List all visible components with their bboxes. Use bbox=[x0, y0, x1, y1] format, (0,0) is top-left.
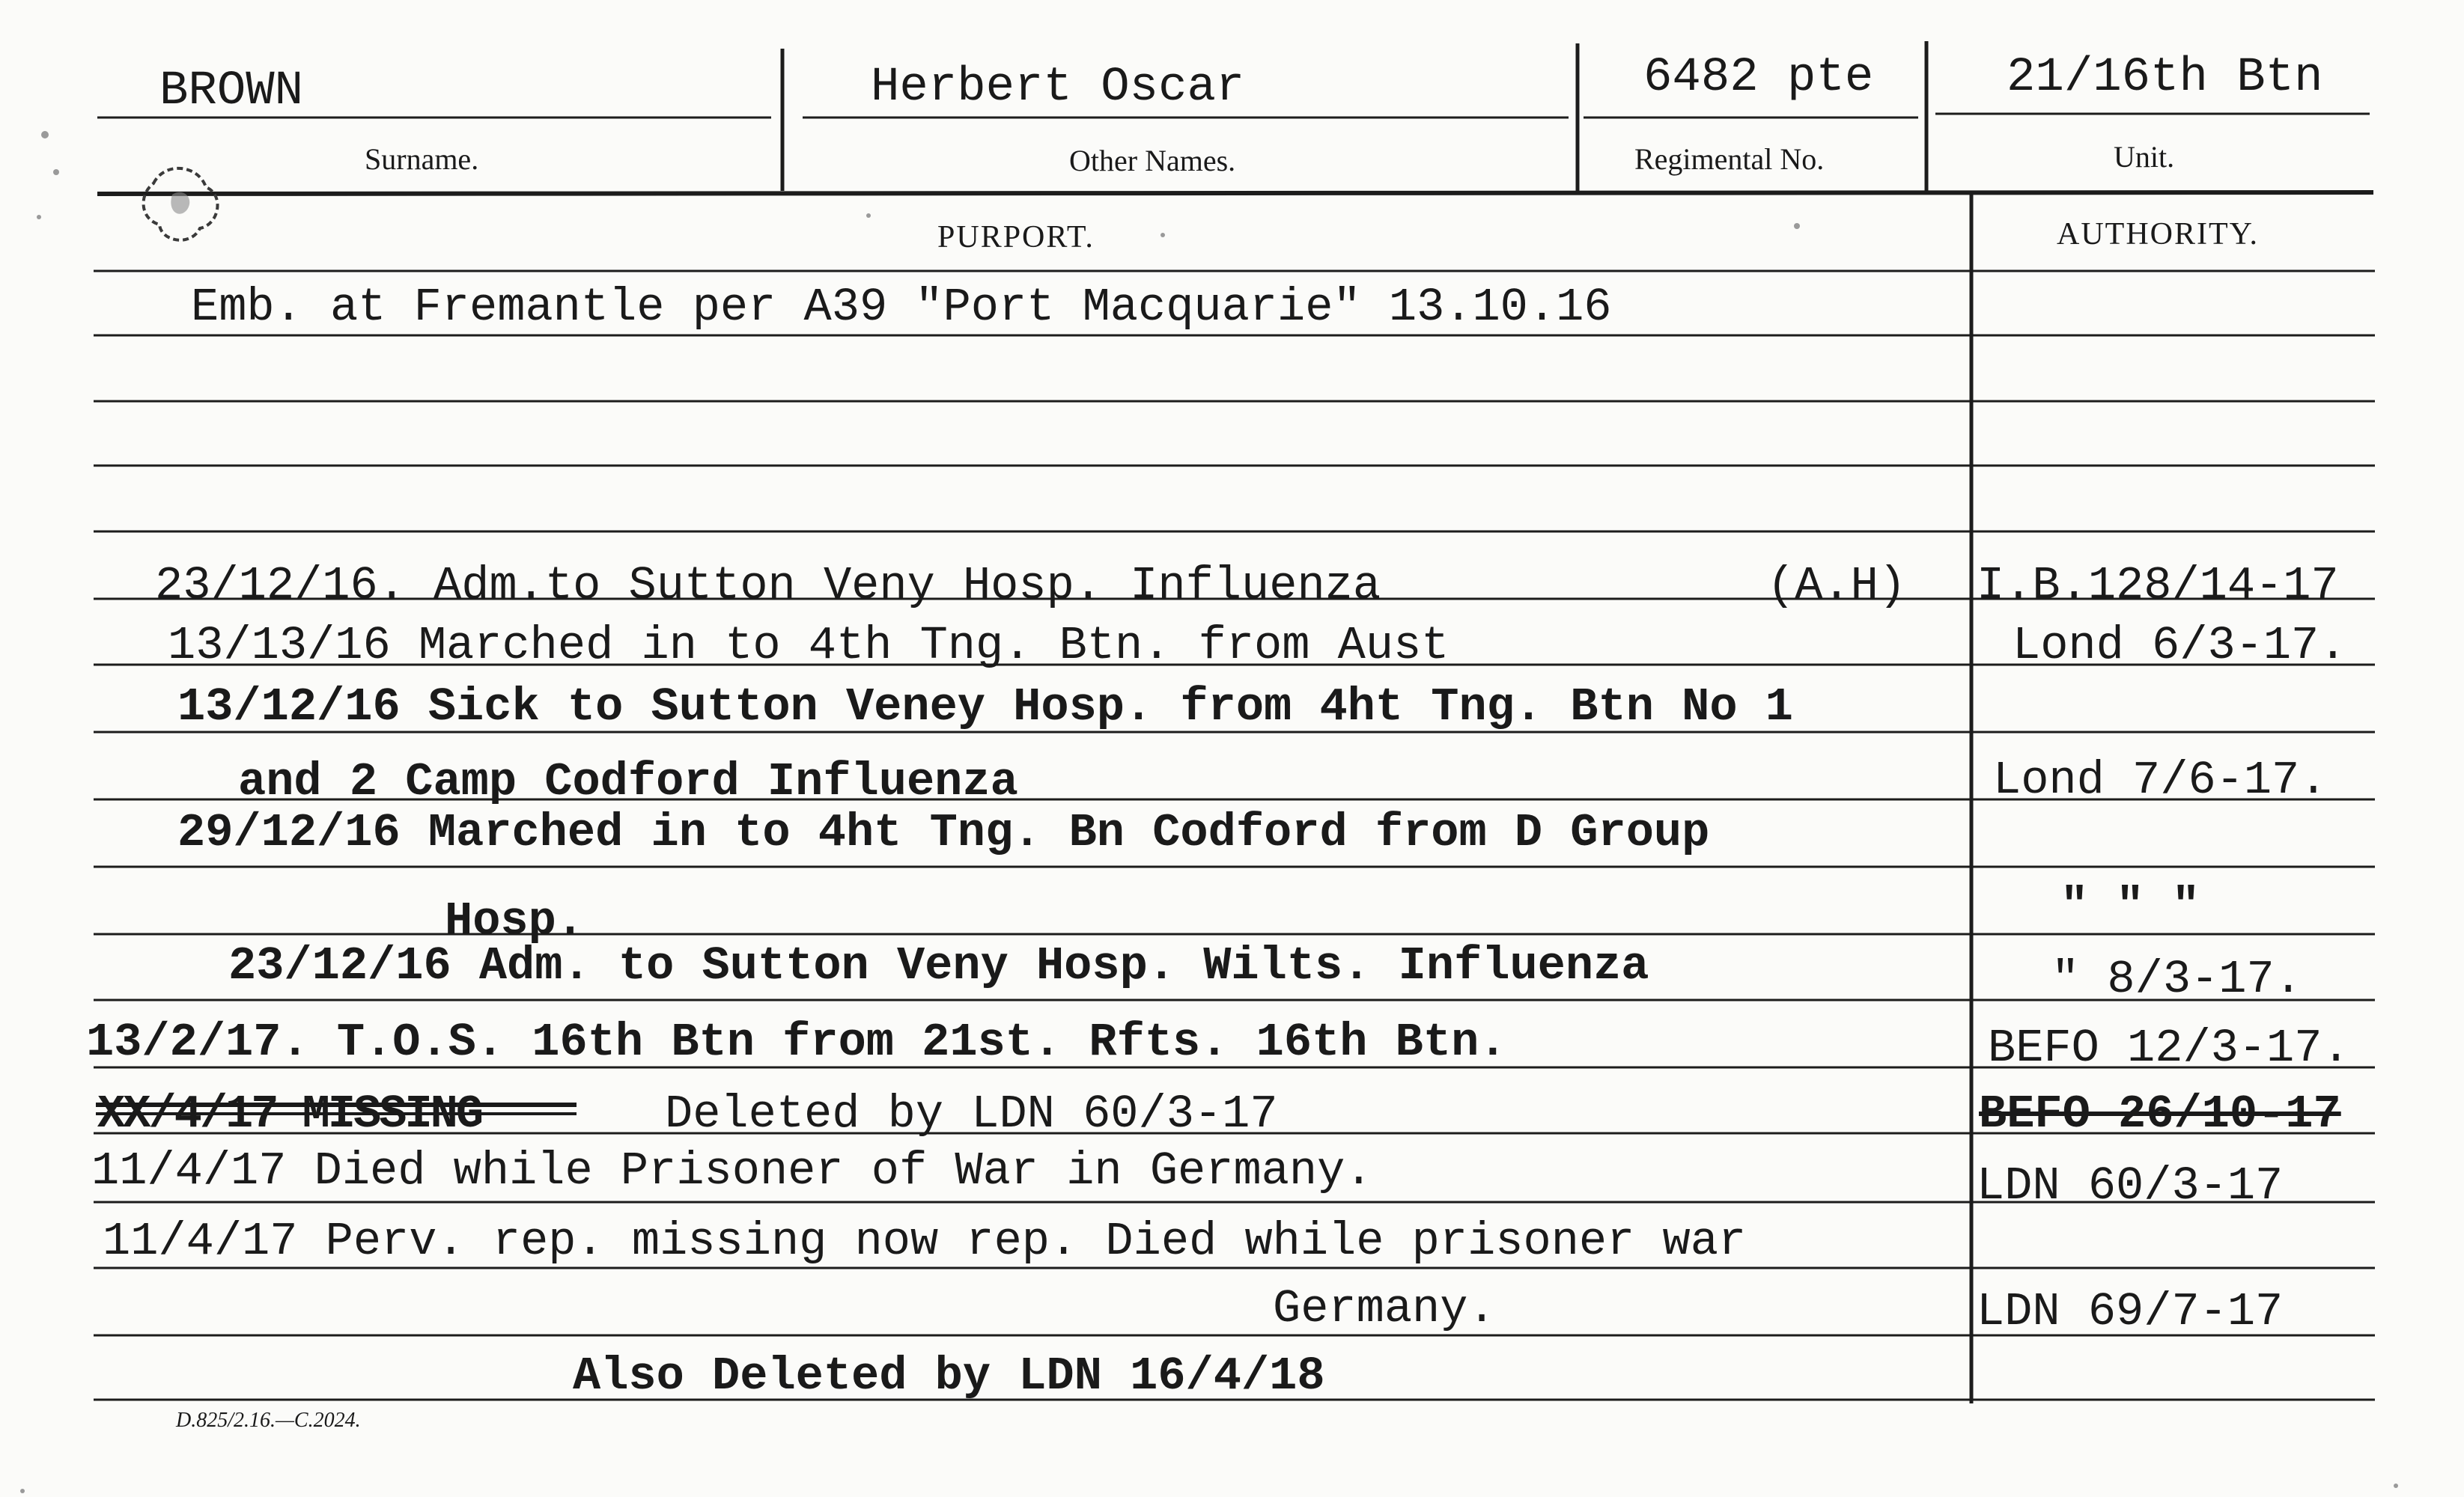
purport-entry: 29/12/16 Marched in to 4ht Tng. Bn Codford from D Group bbox=[177, 806, 1710, 859]
purport-entry: Emb. at Fremantle per A39 "Port Macquarie" 13.10.16 bbox=[191, 281, 1612, 334]
purport-entry-struck: XX/4/17 MISSING bbox=[97, 1088, 482, 1141]
regimental-no-value: 6482 pte bbox=[1643, 51, 1874, 105]
authority-entry: Lond 6/3-17. bbox=[2013, 619, 2347, 672]
authority-entry: BEFO 12/3-17. bbox=[1988, 1022, 2350, 1075]
authority-entry: LDN 69/7-17 bbox=[1977, 1285, 2284, 1338]
purport-entry: Also Deleted by LDN 16/4/18 bbox=[573, 1350, 1325, 1403]
purport-entry: 13/2/17. T.O.S. 16th Btn from 21st. Rfts. 16th Btn. bbox=[86, 1016, 1507, 1069]
purport-entry: 11/4/17 Perv. rep. missing now rep. Died while prisoner war bbox=[103, 1215, 1747, 1268]
authority-entry: " " " bbox=[2060, 879, 2200, 933]
purport-entry: 13/13/16 Marched in to 4th Tng. Btn. from Aust bbox=[168, 619, 1449, 672]
other-names-label: Other Names. bbox=[1069, 144, 1236, 177]
authority-entry-struck: BEFO 26/10-17 bbox=[1979, 1088, 2341, 1141]
other-names-value: Herbert Oscar bbox=[871, 61, 1245, 115]
purport-entry: 13/12/16 Sick to Sutton Veney Hosp. from 4ht Tng. Btn No 1 bbox=[177, 680, 1793, 734]
purport-entry: and 2 Camp Codford Influenza bbox=[238, 755, 1018, 808]
unit-value: 21/16th Btn bbox=[2007, 51, 2323, 105]
authority-entry: " 8/3-17. bbox=[2051, 953, 2302, 1006]
ink-blot-icon bbox=[131, 153, 236, 251]
authority-heading: AUTHORITY. bbox=[2057, 217, 2260, 251]
unit-label: Unit. bbox=[2114, 140, 2175, 174]
regimental-no-label: Regimental No. bbox=[1634, 142, 1825, 176]
purport-entry: 11/4/17 Died while Prisoner of War in Germany. bbox=[91, 1144, 1373, 1198]
purport-entry: Deleted by LDN 60/3-17 bbox=[665, 1088, 1278, 1141]
purport-entry: (A.H) bbox=[1767, 559, 1907, 612]
purport-entry: 23/12/16. Adm.to Sutton Veny Hosp. Influenza bbox=[155, 559, 1381, 612]
purport-entry: 23/12/16 Adm. to Sutton Veny Hosp. Wilts. Influenza bbox=[228, 939, 1649, 993]
purport-entry: Germany. bbox=[1273, 1282, 1496, 1335]
purport-heading: PURPORT. bbox=[937, 220, 1095, 254]
purport-entry: Hosp. bbox=[445, 894, 585, 948]
surname-label: Surname. bbox=[365, 142, 479, 176]
authority-entry: Lond 7/6-17. bbox=[1993, 754, 2328, 807]
surname-value: BROWN bbox=[159, 64, 304, 118]
authority-entry: I.B.128/14-17 bbox=[1977, 559, 2339, 612]
form-number: D.825/2.16.—C.2024. bbox=[176, 1409, 361, 1432]
authority-entry: LDN 60/3-17 bbox=[1977, 1159, 2284, 1213]
